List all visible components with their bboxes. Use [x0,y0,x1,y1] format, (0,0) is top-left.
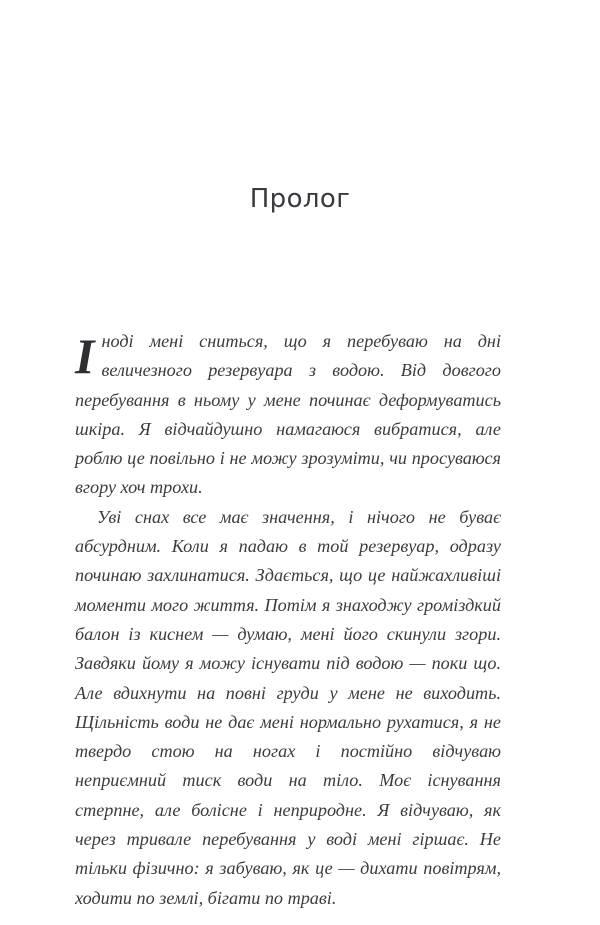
chapter-title: Пролог [249,184,351,215]
paragraph-1: Іноді мені сниться, що я перебуваю на дні величезного резервуара з водою. Від довгого перебування в ньому у мене починає деформуватись шкіра. Я відчайдушно намагаюся вибратися, але роблю це повільно і не можу зрозуміти, чи просуваюся вгору хоч трохи. [75,328,501,498]
paragraph-2: Уві снах все має значення, і нічого не буває абсурдним. Коли я падаю в той резервуар, одразу починаю захлинатися. Здається, що це найжахливіші моменти мого життя. Потім я знаходжу громіздкий балон із киснем — думаю, мені його скинули згори. Завдяки йому я можу існувати під водою — поки що. Але вдихнути на повні груди у мене не виходить. Щільність води не дає мені нормально рухатися, я не твердо стою на ногах і постійно відчуваю неприємний тиск води на тіло. Моє існування стерпне, але болісне і неприродне. Я відчуваю, як через тривале перебування у воді мені гіршає. Не тільки фізично: я забуваю, як це — дихати повітрям, ходити по землі, бігати по траві. [75,506,501,908]
body-text-block [75,327,501,913]
